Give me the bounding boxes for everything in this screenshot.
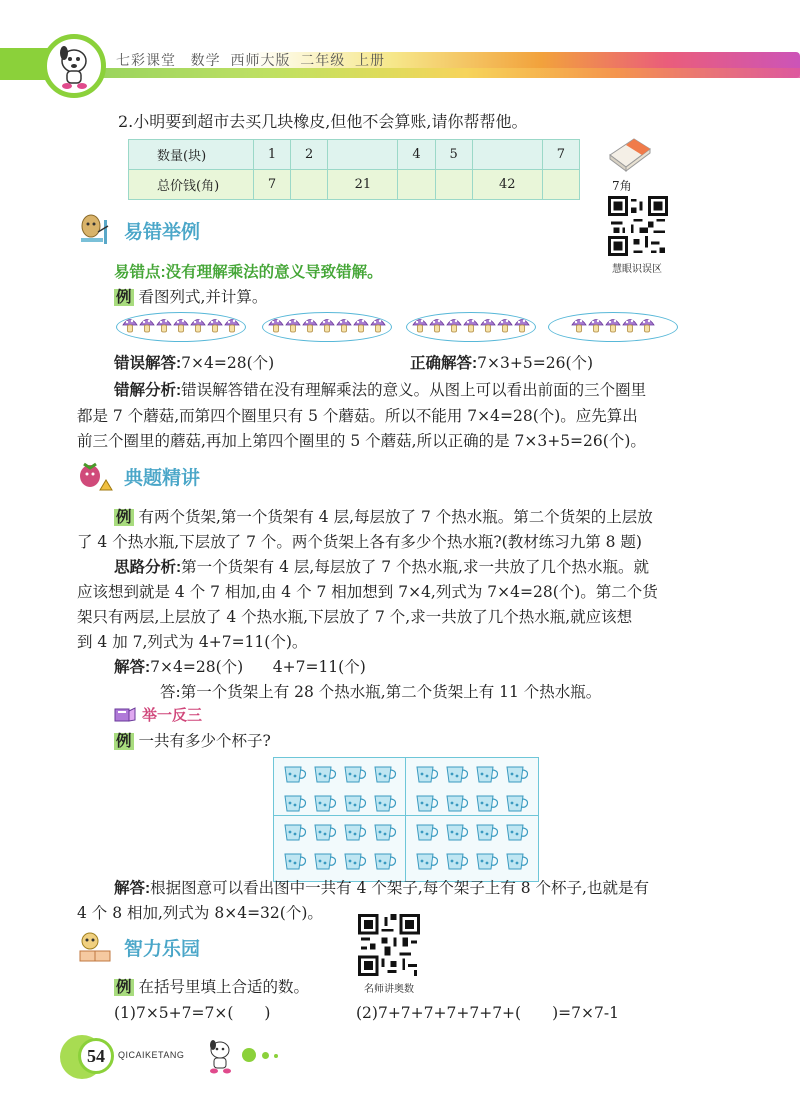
- mushroom-icon: [463, 316, 479, 338]
- thinking-line-1: [114, 555, 649, 577]
- eraser-icon: [604, 133, 654, 173]
- analysis-text-1: 错误解答错在没有理解乘法的意义。从图上可以看出前面的三个圈里: [181, 381, 647, 399]
- cup-icon: [504, 793, 530, 817]
- footer-dot: [242, 1048, 256, 1062]
- table-row-quantity: [129, 140, 580, 170]
- cup-icon: [444, 793, 470, 817]
- section-title: 智力乐园: [124, 938, 201, 960]
- strawberry-icon: [76, 458, 114, 494]
- mushroom-figure: [116, 312, 686, 346]
- page-number: 54: [78, 1038, 114, 1074]
- cup-icon: [372, 764, 398, 788]
- mushroom-icon: [353, 316, 369, 338]
- mushroom-icon: [224, 316, 240, 338]
- cup-shelf: [273, 815, 407, 882]
- mushroom-icon: [588, 316, 604, 338]
- table-cell-blank[interactable]: [291, 170, 328, 200]
- book-icon: [114, 706, 136, 724]
- section-header-puzzle: [76, 929, 200, 965]
- mushroom-icon: [336, 316, 352, 338]
- cup-icon: [372, 851, 398, 875]
- analysis-line-2: 都是 7 个蘑菇,而第四个圈里只有 5 个蘑菇。所以不能用 7×4=28(个)。应先算出: [77, 407, 638, 425]
- qr-code-icon[interactable]: [608, 196, 668, 256]
- cup-icon: [414, 793, 440, 817]
- typical-question-line-1: [114, 505, 653, 527]
- table-cell-blank[interactable]: [398, 170, 435, 200]
- thinking-label: 思路分析:: [114, 559, 182, 576]
- thinking-line-3: 架只有两层,上层放了 4 个热水瓶,下层放了 7 个,求一共放了几个热水瓶,就应该想: [77, 608, 633, 626]
- table-row-price: [129, 170, 580, 200]
- table-cell: 42: [472, 170, 542, 200]
- answer-1: 7×4=28(个): [150, 658, 244, 676]
- cup-shelf: [405, 815, 539, 882]
- mushroom-icon: [429, 316, 445, 338]
- eraser-price: 7角: [612, 179, 632, 193]
- cup-icon: [474, 793, 500, 817]
- error-point-line: [114, 260, 383, 282]
- table-cell: 4: [398, 140, 435, 170]
- mushroom-icon: [514, 316, 530, 338]
- answer-label: 解答:: [114, 880, 151, 897]
- thinking-text-1: 第一个货架有 4 层,每层放了 7 个热水瓶,求一共放了几个热水瓶。就: [181, 558, 649, 576]
- header-series: 七彩课堂: [116, 52, 176, 68]
- mushroom-icon: [122, 316, 138, 338]
- section-title: 易错举例: [124, 221, 201, 243]
- section-title: 典题精讲: [124, 467, 201, 489]
- cup-shelf: [405, 757, 539, 824]
- error-point-label: 易错点:: [114, 264, 166, 281]
- price-table: [128, 139, 580, 200]
- mushroom-group: [548, 312, 678, 342]
- table-cell: 1: [254, 140, 291, 170]
- mushroom-icon: [412, 316, 428, 338]
- cup-shelf: [273, 757, 407, 824]
- mushroom-icon: [156, 316, 172, 338]
- qr-caption-errors: 慧眼识误区: [612, 264, 662, 275]
- typical-final-answer: 答:第一个货架上有 28 个热水瓶,第二个货架上有 11 个热水瓶。: [160, 683, 602, 701]
- mushroom-icon: [207, 316, 223, 338]
- mushroom-icon: [139, 316, 155, 338]
- mushroom-icon: [639, 316, 655, 338]
- extend-answer-line-1: [114, 876, 649, 898]
- wrong-text: 7×4=28(个): [181, 354, 275, 372]
- typical-answer-line: [114, 655, 366, 677]
- cup-icon: [504, 822, 530, 846]
- cup-icon: [504, 851, 530, 875]
- table-cell: 5: [435, 140, 472, 170]
- footer-brand: QICAIKETANG: [118, 1050, 185, 1060]
- mushroom-icon: [480, 316, 496, 338]
- right-text: 7×3+5=26(个): [477, 354, 594, 372]
- cup-icon: [414, 822, 440, 846]
- footer-mascot-icon: [200, 1036, 240, 1080]
- example-label: 例: [116, 509, 132, 526]
- table-cell: 7: [542, 140, 579, 170]
- mushroom-icon: [622, 316, 638, 338]
- qr-code-icon[interactable]: [358, 914, 420, 976]
- cup-icon: [282, 851, 308, 875]
- cup-icon: [342, 851, 368, 875]
- right-answer-line: [410, 351, 593, 373]
- cup-icon: [414, 764, 440, 788]
- header-grade: 二年级: [300, 52, 346, 68]
- scholar-icon: [76, 212, 114, 248]
- table-cell-blank[interactable]: [435, 170, 472, 200]
- mushroom-icon: [302, 316, 318, 338]
- cup-icon: [342, 764, 368, 788]
- puzzle-question-line: [114, 975, 309, 997]
- mushroom-icon: [319, 316, 335, 338]
- row-label-quantity: 数量(块): [129, 140, 254, 170]
- mushroom-icon: [571, 316, 587, 338]
- example-label: 例: [116, 733, 132, 750]
- extend-answer-line-2: 4 个 8 相加,列式为 8×4=32(个)。: [77, 904, 323, 922]
- subsection-header-extend: [114, 704, 202, 725]
- reading-character-icon: [76, 929, 114, 965]
- analysis-label: 错解分析:: [114, 382, 182, 399]
- problem2-title: 2.小明要到超市去买几块橡皮,但他不会算账,请你帮帮他。: [118, 112, 528, 131]
- cup-icon: [372, 793, 398, 817]
- header-text: [116, 50, 385, 70]
- subsection-title: 举一反三: [142, 707, 203, 724]
- cup-icon: [372, 822, 398, 846]
- error-point-text: 没有理解乘法的意义导致错解。: [165, 264, 383, 281]
- cup-icon: [444, 764, 470, 788]
- section-header-typical: [76, 458, 200, 494]
- analysis-line-1: [114, 378, 646, 400]
- cup-icon: [444, 822, 470, 846]
- typical-q1: 有两个货架,第一个货架有 4 层,每层放了 7 个热水瓶。第二个货架的上层放: [138, 508, 653, 526]
- footer-dot: [262, 1052, 269, 1059]
- table-cell: 7: [254, 170, 291, 200]
- table-cell-blank[interactable]: [472, 140, 542, 170]
- cup-icon: [282, 822, 308, 846]
- example-label: 例: [116, 289, 132, 306]
- mascot-dog-icon: [47, 39, 101, 93]
- cup-icon: [312, 822, 338, 846]
- typical-question-line-2: 了 4 个热水瓶,下层放了 7 个。两个货架上各有多少个热水瓶?(教材练习九第 8 题): [77, 533, 642, 551]
- extend-question: 一共有多少个杯子?: [138, 732, 271, 750]
- cup-icon: [312, 793, 338, 817]
- mushroom-icon: [190, 316, 206, 338]
- cup-icon: [312, 764, 338, 788]
- footer-dot: [274, 1054, 278, 1058]
- mushroom-icon: [173, 316, 189, 338]
- mushroom-icon: [497, 316, 513, 338]
- answer-label: 解答:: [114, 659, 151, 676]
- header-subject: 数学: [190, 52, 221, 68]
- example-text: 看图列式,并计算。: [138, 288, 268, 306]
- cup-icon: [414, 851, 440, 875]
- header-publisher: 西师大版: [230, 52, 291, 68]
- cup-icon: [282, 764, 308, 788]
- puzzle-item-1[interactable]: (1)7×5+7=7×( ): [114, 1004, 271, 1022]
- mushroom-group: [406, 312, 536, 342]
- table-cell-blank[interactable]: [328, 140, 398, 170]
- analysis-line-3: 前三个圈里的蘑菇,再加上第四个圈里的 5 个蘑菇,所以正确的是 7×3+5=26(个)。: [77, 432, 646, 450]
- answer-2: 4+7=11(个): [272, 658, 366, 676]
- mushroom-group: [116, 312, 246, 342]
- qr-caption-puzzle: 名师讲奥数: [364, 984, 414, 995]
- right-label: 正确解答:: [410, 355, 478, 372]
- mascot-badge: [42, 34, 106, 98]
- thinking-line-2: 应该想到就是 4 个 7 相加,由 4 个 7 相加想到 7×4,列式为 7×4=28(个)。第二个货: [77, 583, 658, 601]
- puzzle-item-2[interactable]: (2)7+7+7+7+7+7+( )=7×7-1: [356, 1004, 619, 1022]
- cup-icon: [474, 822, 500, 846]
- cup-icon: [504, 764, 530, 788]
- cup-icon: [312, 851, 338, 875]
- mushroom-group: [262, 312, 392, 342]
- cup-icon: [342, 793, 368, 817]
- cup-icon: [444, 851, 470, 875]
- wrong-answer-line: [114, 351, 274, 373]
- extend-answer-1: 根据图意可以看出图中一共有 4 个架子,每个架子上有 8 个杯子,也就是有: [150, 879, 649, 897]
- mushroom-icon: [605, 316, 621, 338]
- error-example-line: [114, 285, 267, 307]
- example-label: 例: [116, 979, 132, 996]
- header-volume: 上册: [355, 52, 386, 68]
- table-cell: 2: [291, 140, 328, 170]
- row-label-price: 总价钱(角): [129, 170, 254, 200]
- mushroom-icon: [370, 316, 386, 338]
- wrong-label: 错误解答:: [114, 355, 182, 372]
- thinking-line-4: 到 4 加 7,列式为 4+7=11(个)。: [77, 633, 308, 651]
- mushroom-icon: [268, 316, 284, 338]
- extend-question-line: [114, 729, 271, 751]
- puzzle-question: 在括号里填上合适的数。: [138, 978, 309, 996]
- cup-icon: [474, 764, 500, 788]
- cup-icon: [282, 793, 308, 817]
- cup-icon: [474, 851, 500, 875]
- mushroom-icon: [446, 316, 462, 338]
- table-cell-blank[interactable]: [542, 170, 579, 200]
- table-cell: 21: [328, 170, 398, 200]
- section-header-errors: [76, 212, 200, 248]
- mushroom-icon: [285, 316, 301, 338]
- cup-icon: [342, 822, 368, 846]
